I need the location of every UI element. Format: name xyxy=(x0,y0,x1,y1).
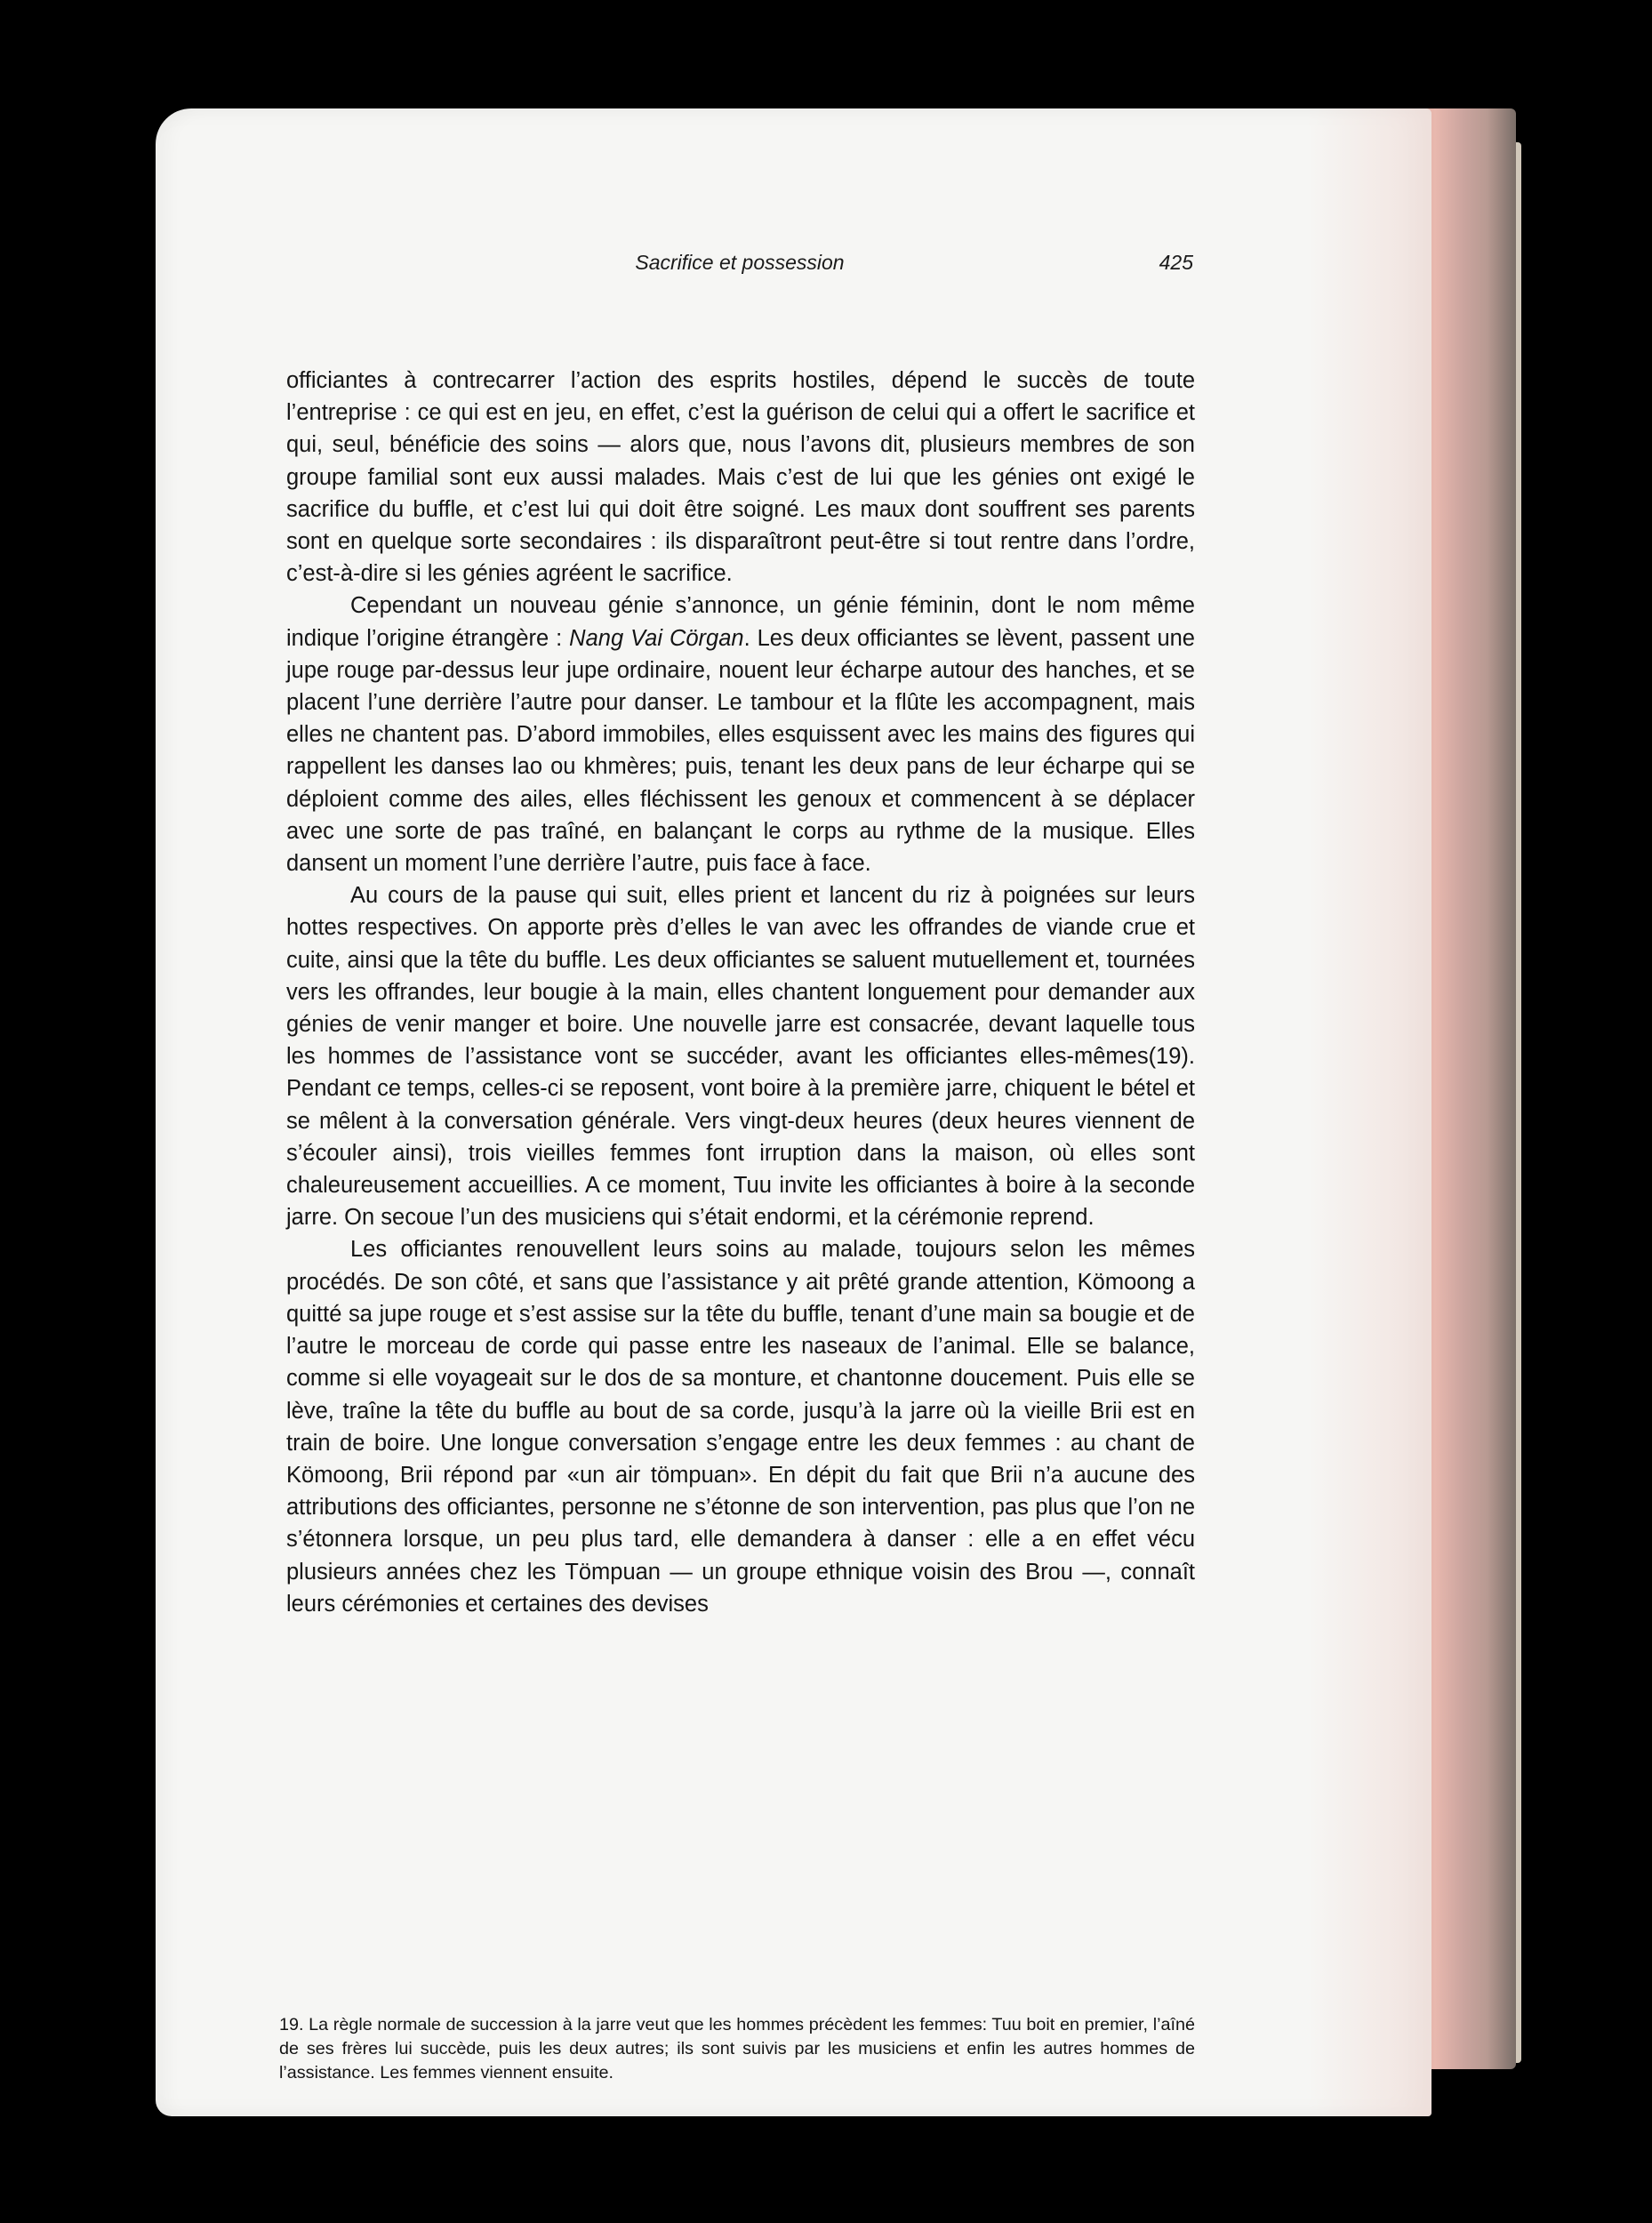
paragraph-4: Les officiantes renouvellent leurs soins au malade, toujours selon les mêmes procédés. De son côté, et sans que l’assistance y ait prêté grande attention, Kömoong a quitté sa jupe rouge et s’est assise sur la tête du buffle, tenant d’une main sa bougie et de l’autre le morceau de corde qui passe entre les naseaux de l’animal. Elle se balance, comme si elle voyageait sur le dos de sa monture, et chantonne doucement. Puis elle se lève, traîne la tête du buffle au bout de sa corde, jusqu’à la jarre où la vieille Brii est en train de boire. Une longue conversation s’engage entre les deux femmes : au chant de Kömoong, Brii répond par «un air tömpuan». En dépit du fait que Brii n’a aucune des attributions des officiantes, personne ne s’étonne de son intervention, pas plus que l’on ne s’étonnera lorsque, un peu plus tard, elle demandera à danser : elle a en effet vécu plusieurs années chez les Tömpuan — un groupe ethnique voisin des Brou —, connaît leurs cérémonies et certaines des devises xyxy=(286,1237,1195,1617)
paragraph-1: officiantes à contrecarrer l’action des esprits hostiles, dépend le succès de toute l’entreprise : ce qui est en jeu, en effet, c’est la guérison de celui qui a offert le sacrifice et qui, seul, bénéficie des soins — alors que, nous l’avons dit, plusieurs membres de son groupe familial sont eux aussi malades. Mais c’est de lui que les génies ont exigé le sacrifice du buffle, et c’est lui qui doit être soigné. Les maux dont souffrent ses parents sont en quelque sorte secondaires : ils disparaîtront peut-être si tout rentre dans l’ordre, c’est-à-dire si les génies agréent le sacrifice. xyxy=(286,368,1195,587)
running-header xyxy=(286,251,1193,283)
paragraph-3: Au cours de la pause qui suit, elles prient et lancent du riz à poignées sur leurs hottes respectives. On apporte près d’elles le van avec les offrandes de viande crue et cuite, ainsi que la tête du buffle. Les deux officiantes se saluent mutuellement et, tournées vers les offrandes, leur bougie à la main, elles chantent longuement pour demander aux génies de venir manger et boire. Une nouvelle jarre est consacrée, devant laquelle tous les hommes de l’assistance vont se succéder, avant les officiantes elles-mêmes(19). Pendant ce temps, celles-ci se reposent, vont boire à la première jarre, chiquent le bétel et se mêlent à la conversation générale. Vers vingt-deux heures (deux heures viennent de s’écouler ainsi), trois vieilles femmes font irruption dans la maison, où elles sont chaleureusement accueillies. A ce moment, Tuu invite les officiantes à boire à la seconde jarre. On secoue l’un des musiciens qui s’était endormi, et la cérémonie reprend. xyxy=(286,883,1195,1231)
running-title: Sacrifice et possession xyxy=(635,251,845,274)
footnote-19: 19. La règle normale de succession à la jarre veut que les hommes précèdent les femmes: Tuu boit en premier, l’aîné de ses frères lui succède, puis les deux autres; ils sont suivis par les musiciens et enfin les autres hommes de l’assistance. Les femmes viennent ensuite. xyxy=(279,2015,1195,2083)
main-text xyxy=(286,365,1195,1620)
page-edge-shadow xyxy=(1307,108,1431,2116)
footnote xyxy=(279,2013,1195,2085)
spirit-name: Nang Vai Cörgan xyxy=(569,625,744,651)
paragraph-2-end: . Les deux officiantes se lèvent, passent une jupe rouge par-dessus leur jupe ordinaire, nouent leur écharpe autour des hanches, et se placent l’une derrière l’autre pour danser. Le tambour et la flûte les accompagnent, mais elles ne chantent pas. D’abord immobiles, elles esquissent avec les mains des figures qui rappellent les danses lao ou khmères; puis, tenant les deux pans de leur écharpe qui se déploient comme des ailes, elles fléchissent les genoux et commencent à se déplacer avec une sorte de pas traîné, en balançant le corps au rythme de la musique. Elles dansent un moment l’une derrière l’autre, puis face à face. xyxy=(286,625,1195,877)
paragraph-2-start: Cependant un nouveau génie s’annonce, un génie féminin, dont le nom même indique l’origine étrangère : xyxy=(286,593,1195,651)
page-number: 425 xyxy=(1159,251,1193,274)
paragraph-2 xyxy=(286,590,1195,879)
